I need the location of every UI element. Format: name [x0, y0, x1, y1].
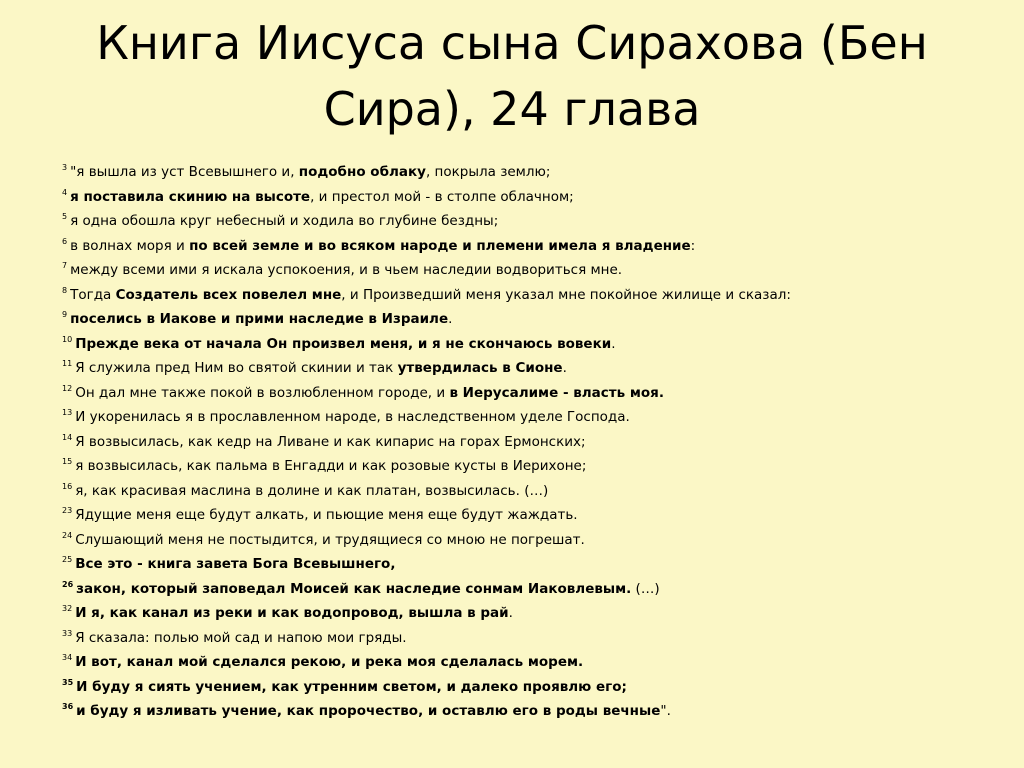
slide-title: Книга Иисуса сына Сирахова (Бен Сира), 24 глава: [96, 16, 928, 136]
verse-line: [62, 377, 992, 402]
verse-number: 14: [62, 432, 73, 442]
verse-number: 32: [62, 604, 73, 613]
verse-number: 13: [62, 408, 73, 417]
verse-line: [62, 426, 992, 451]
verse-number: 35: [62, 677, 74, 687]
verse-text: я, как красивая маслина в долине и как платан, возвысилась. (…): [75, 482, 549, 499]
verse-text-bold: Создатель всех повелел мне: [115, 286, 342, 303]
verse-number: 11: [62, 359, 73, 368]
verse-number: 16: [62, 481, 73, 491]
verse-text: Ядущие меня еще будут алкать, и пьющие меня еще будут жаждать.: [75, 507, 578, 523]
verse-text: Я служила пред Ним во святой скинии и так: [75, 360, 398, 376]
verse-text: .: [508, 605, 513, 621]
verse-text: .: [562, 360, 567, 376]
verse-text: , и престол мой - в столпе облачном;: [310, 188, 574, 205]
verse-line: [62, 671, 992, 696]
verse-line: [62, 303, 992, 328]
verse-text-bold: я поставила скинию на высоте: [70, 188, 311, 205]
verse-text-bold: И я, как канал из реки и как водопровод, вышла в рай: [75, 605, 509, 621]
verse-line: [62, 475, 992, 500]
verse-list: [62, 156, 992, 720]
verse-text: Я возвысилась, как кедр на Ливане и как кипарис на горах Ермонских;: [75, 433, 586, 450]
verse-text: .: [448, 311, 453, 327]
verse-text: Слушающий меня не постыдится, и трудящиеся со мною не погрешат.: [75, 531, 585, 548]
verse-text: я возвысилась, как пальма в Енгадди и как розовые кусты в Иерихоне;: [75, 458, 587, 474]
verse-number: 23: [62, 506, 73, 515]
verse-line: [62, 254, 992, 279]
verse-line: [62, 597, 992, 622]
verse-number: 7: [62, 261, 68, 270]
verse-text: , и Произведший меня указал мне покойное жилище и сказал:: [341, 286, 791, 303]
verse-number: 36: [62, 702, 74, 711]
verse-number: 5: [62, 212, 68, 221]
verse-number: 24: [62, 530, 73, 540]
verse-text-bold: подобно облаку: [298, 164, 426, 180]
verse-line: [62, 279, 992, 304]
verse-text: Тогда: [70, 286, 116, 303]
verse-line: [62, 401, 992, 426]
verse-line: [62, 230, 992, 255]
verse-text: между всеми ими я искала успокоения, и в чьем наследии водвориться мне.: [70, 262, 623, 278]
verse-number: 3: [62, 163, 68, 172]
verse-text: Я сказала: полью мой сад и напою мои гряды.: [75, 629, 407, 646]
verse-number: 34: [62, 653, 73, 662]
verse-text: Он дал мне также покой в возлюбленном городе, и: [75, 384, 450, 401]
verse-number: 6: [62, 236, 68, 246]
verse-number: 26: [62, 579, 74, 589]
verse-line: [62, 205, 992, 230]
verse-number: 4: [62, 187, 68, 197]
verse-line: [62, 524, 992, 549]
verse-text: , покрыла землю;: [425, 164, 551, 180]
verse-text-bold: закон, который заповедал Моисей как наследие сонмам Иаковлевым.: [76, 580, 632, 597]
verse-text: "я вышла из уст Всевышнего и,: [70, 164, 299, 180]
verse-number: 8: [62, 285, 68, 295]
verse-text-bold: поселись в Иакове и прими наследие в Израиле: [70, 311, 449, 327]
verse-text-bold: и буду я изливать учение, как пророчество, и оставлю его в роды вечные: [76, 703, 661, 719]
verse-line: [62, 622, 992, 647]
verse-line: [62, 156, 992, 181]
verse-line: [62, 646, 992, 671]
verse-line: [62, 352, 992, 377]
verse-text-bold: И вот, канал мой сделался рекою, и река моя сделалась морем.: [75, 654, 584, 670]
verse-line: [62, 548, 992, 573]
verse-line: [62, 695, 992, 720]
verse-text: :: [690, 237, 696, 254]
verse-text: ".: [660, 703, 671, 719]
verse-text: И укоренилась я в прославленном народе, в наследственном уделе Господа.: [75, 409, 630, 425]
verse-number: 25: [62, 555, 73, 564]
verse-text: (…): [631, 580, 660, 597]
verse-number: 33: [62, 628, 73, 638]
verse-text-bold: утвердилась в Сионе: [397, 360, 563, 376]
verse-number: 12: [62, 383, 73, 393]
verse-text: .: [611, 335, 616, 352]
verse-text-bold: И буду я сиять учением, как утренним светом, и далеко проявлю его;: [76, 678, 627, 695]
verse-text: я одна обошла круг небесный и ходила во глубине бездны;: [70, 213, 499, 229]
verse-line: [62, 499, 992, 524]
verse-text-bold: Все это - книга завета Бога Всевышнего,: [75, 556, 396, 572]
verse-line: [62, 328, 992, 353]
verse-text-bold: по всей земле и во всяком народе и племени имела я владение: [189, 237, 691, 254]
verse-number: 15: [62, 457, 73, 466]
verse-text-bold: Прежде века от начала Он произвел меня, и я не скончаюсь вовеки: [75, 335, 612, 352]
verse-number: 10: [62, 334, 73, 344]
verse-text-bold: в Иерусалиме - власть моя.: [449, 384, 664, 401]
verse-line: [62, 181, 992, 206]
verse-line: [62, 450, 992, 475]
verse-text: в волнах моря и: [70, 237, 190, 254]
verse-line: [62, 573, 992, 598]
verse-number: 9: [62, 310, 68, 319]
